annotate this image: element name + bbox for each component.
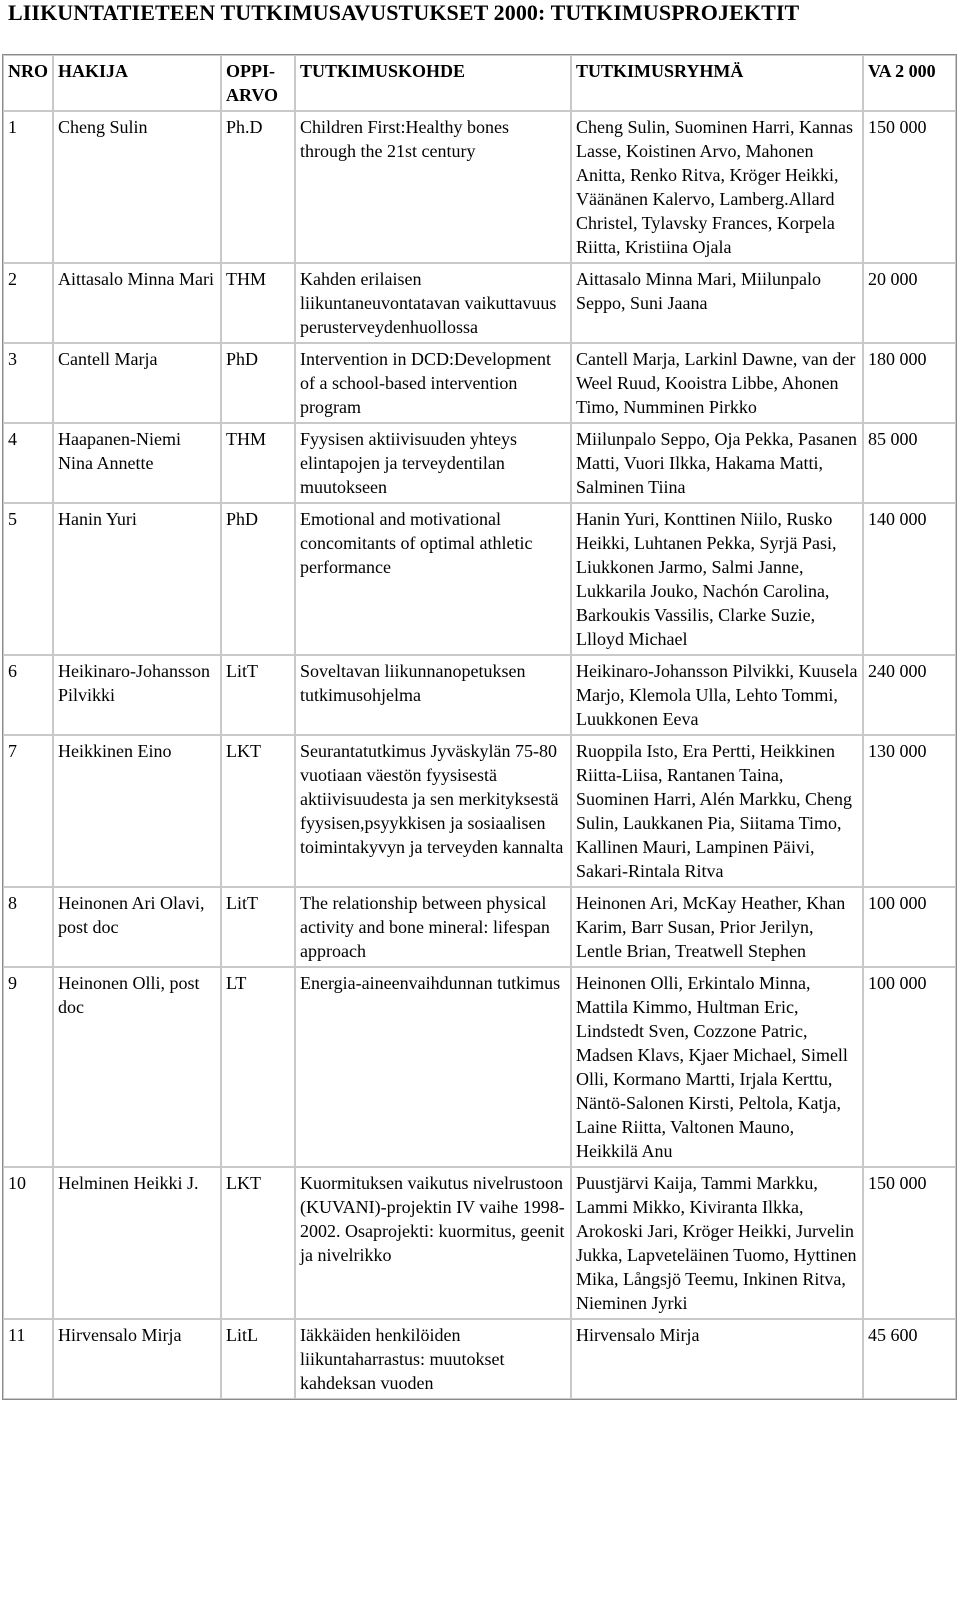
cell-tutkimusryhma: Puustjärvi Kaija, Tammi Markku, Lammi Mikko, Kiviranta Ilkka, Arokoski Jari, Kröger Heikki, Jurvelin Jukka, Lapveteläinen Tuomo, Hyttinen Mika, Långsjö Teemu, Inkinen Ritva, Nieminen Jyrki <box>571 1167 863 1319</box>
cell-oppiarvo: LitT <box>221 887 295 967</box>
cell-tutkimusryhma: Cantell Marja, Larkinl Dawne, van der Weel Ruud, Kooistra Libbe, Ahonen Timo, Numminen Pirkko <box>571 343 863 423</box>
page-title: LIIKUNTATIETEEN TUTKIMUSAVUSTUKSET 2000: TUTKIMUSPROJEKTIT <box>8 0 800 25</box>
cell-nro: 5 <box>3 503 53 655</box>
cell-nro: 11 <box>3 1319 53 1399</box>
header-oppiarvo: OPPI-ARVO <box>221 55 295 111</box>
cell-tutkimusryhma: Aittasalo Minna Mari, Miilunpalo Seppo, Suni Jaana <box>571 263 863 343</box>
cell-tutkimuskohde: Iäkkäiden henkilöiden liikuntaharrastus: muutokset kahdeksan vuoden <box>295 1319 571 1399</box>
cell-oppiarvo: LT <box>221 967 295 1167</box>
cell-va: 140 000 <box>863 503 956 655</box>
cell-hakija: Heikkinen Eino <box>53 735 221 887</box>
cell-tutkimusryhma: Cheng Sulin, Suominen Harri, Kannas Lasse, Koistinen Arvo, Mahonen Anitta, Renko Ritva, Kröger Heikki, Väänänen Kalervo, Lamberg.Allard Christel, Tylavsky Frances, Korpela Riitta, Kristiina Ojala <box>571 111 863 263</box>
cell-tutkimusryhma: Ruoppila Isto, Era Pertti, Heikkinen Riitta-Liisa, Rantanen Taina, Suominen Harri, Alén Markku, Cheng Sulin, Laukkanen Pia, Siitama Timo, Kallinen Mauri, Lampinen Päivi, Sakari-Rintala Ritva <box>571 735 863 887</box>
cell-hakija: Hirvensalo Mirja <box>53 1319 221 1399</box>
cell-tutkimuskohde: The relationship between physical activity and bone mineral: lifespan approach <box>295 887 571 967</box>
cell-oppiarvo: THM <box>221 423 295 503</box>
table-row <box>3 655 956 735</box>
table-row <box>3 343 956 423</box>
cell-oppiarvo: Ph.D <box>221 111 295 263</box>
table-row <box>3 1319 956 1399</box>
cell-oppiarvo: LitL <box>221 1319 295 1399</box>
cell-nro: 10 <box>3 1167 53 1319</box>
cell-nro: 6 <box>3 655 53 735</box>
table-row <box>3 735 956 887</box>
cell-hakija: Cantell Marja <box>53 343 221 423</box>
table-row <box>3 967 956 1167</box>
cell-oppiarvo: LitT <box>221 655 295 735</box>
header-tutkimusryhma: TUTKIMUSRYHMÄ <box>571 55 863 111</box>
cell-nro: 2 <box>3 263 53 343</box>
cell-oppiarvo: PhD <box>221 343 295 423</box>
cell-nro: 8 <box>3 887 53 967</box>
header-row <box>3 55 956 111</box>
table-row <box>3 887 956 967</box>
cell-hakija: Heinonen Ari Olavi, post doc <box>53 887 221 967</box>
cell-tutkimusryhma: Hirvensalo Mirja <box>571 1319 863 1399</box>
cell-oppiarvo: THM <box>221 263 295 343</box>
cell-nro: 1 <box>3 111 53 263</box>
cell-va: 20 000 <box>863 263 956 343</box>
cell-va: 100 000 <box>863 967 956 1167</box>
cell-tutkimuskohde: Soveltavan liikunnanopetuksen tutkimusohjelma <box>295 655 571 735</box>
cell-oppiarvo: LKT <box>221 735 295 887</box>
cell-tutkimuskohde: Children First:Healthy bones through the 21st century <box>295 111 571 263</box>
cell-hakija: Hanin Yuri <box>53 503 221 655</box>
cell-nro: 4 <box>3 423 53 503</box>
header-hakija: HAKIJA <box>53 55 221 111</box>
cell-tutkimuskohde: Seurantatutkimus Jyväskylän 75-80 vuotiaan väestön fyysisestä aktiivisuudesta ja sen merkityksestä fyysisen,psyykkisen ja sosiaalisen toimintakyvyn ja terveyden kannalta <box>295 735 571 887</box>
cell-va: 180 000 <box>863 343 956 423</box>
cell-hakija: Aittasalo Minna Mari <box>53 263 221 343</box>
table-row <box>3 111 956 263</box>
cell-hakija: Cheng Sulin <box>53 111 221 263</box>
cell-tutkimuskohde: Emotional and motivational concomitants of optimal athletic performance <box>295 503 571 655</box>
table-row <box>3 503 956 655</box>
cell-va: 130 000 <box>863 735 956 887</box>
cell-hakija: Heikinaro-Johansson Pilvikki <box>53 655 221 735</box>
cell-tutkimuskohde: Kuormituksen vaikutus nivelrustoon (KUVANI)-projektin IV vaihe 1998-2002. Osaprojekti: kuormitus, geenit ja nivelrikko <box>295 1167 571 1319</box>
header-va: VA 2 000 <box>863 55 956 111</box>
cell-tutkimusryhma: Heinonen Olli, Erkintalo Minna, Mattila Kimmo, Hultman Eric, Lindstedt Sven, Cozzone Patric, Madsen Klavs, Kjaer Michael, Simell Olli, Kormano Martti, Irjala Kerttu, Näntö-Salonen Kirsti, Peltola, Katja, Laine Riitta, Valtonen Mauno, Heikkilä Anu <box>571 967 863 1167</box>
header-tutkimuskohde: TUTKIMUSKOHDE <box>295 55 571 111</box>
cell-tutkimuskohde: Energia-aineenvaihdunnan tutkimus <box>295 967 571 1167</box>
table-row <box>3 1167 956 1319</box>
cell-tutkimusryhma: Miilunpalo Seppo, Oja Pekka, Pasanen Matti, Vuori Ilkka, Hakama Matti, Salminen Tiina <box>571 423 863 503</box>
grants-table <box>2 54 957 1400</box>
cell-tutkimuskohde: Intervention in DCD:Development of a school-based intervention program <box>295 343 571 423</box>
cell-va: 150 000 <box>863 111 956 263</box>
cell-nro: 7 <box>3 735 53 887</box>
cell-va: 100 000 <box>863 887 956 967</box>
cell-hakija: Heinonen Olli, post doc <box>53 967 221 1167</box>
cell-nro: 9 <box>3 967 53 1167</box>
header-nro: NRO <box>3 55 53 111</box>
cell-tutkimuskohde: Kahden erilaisen liikuntaneuvontatavan vaikuttavuus perusterveydenhuollossa <box>295 263 571 343</box>
cell-hakija: Helminen Heikki J. <box>53 1167 221 1319</box>
cell-hakija: Haapanen-Niemi Nina Annette <box>53 423 221 503</box>
cell-tutkimusryhma: Heinonen Ari, McKay Heather, Khan Karim, Barr Susan, Prior Jerilyn, Lentle Brian, Treatwell Stephen <box>571 887 863 967</box>
cell-nro: 3 <box>3 343 53 423</box>
cell-oppiarvo: LKT <box>221 1167 295 1319</box>
cell-tutkimusryhma: Heikinaro-Johansson Pilvikki, Kuusela Marjo, Klemola Ulla, Lehto Tommi, Luukkonen Eeva <box>571 655 863 735</box>
cell-tutkimuskohde: Fyysisen aktiivisuuden yhteys elintapojen ja terveydentilan muutokseen <box>295 423 571 503</box>
table-row <box>3 423 956 503</box>
cell-va: 150 000 <box>863 1167 956 1319</box>
cell-va: 240 000 <box>863 655 956 735</box>
cell-va: 45 600 <box>863 1319 956 1399</box>
cell-tutkimusryhma: Hanin Yuri, Konttinen Niilo, Rusko Heikki, Luhtanen Pekka, Syrjä Pasi, Liukkonen Jarmo, Salmi Janne, Lukkarila Jouko, Nachón Carolina, Barkoukis Vassilis, Clarke Suzie, Llloyd Michael <box>571 503 863 655</box>
cell-oppiarvo: PhD <box>221 503 295 655</box>
cell-va: 85 000 <box>863 423 956 503</box>
table-row <box>3 263 956 343</box>
